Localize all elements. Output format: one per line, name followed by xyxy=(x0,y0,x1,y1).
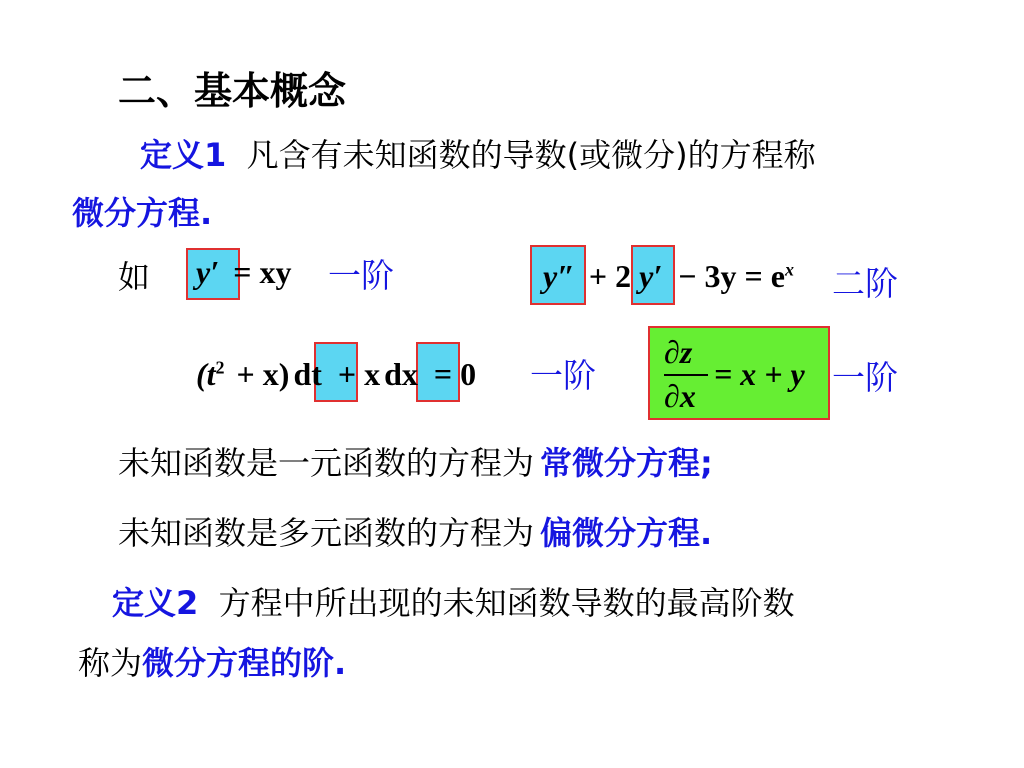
definition-2-text: 方程中所出现的未知函数导数的最高阶数 xyxy=(218,584,795,622)
equation-3-order: 一阶 xyxy=(530,356,596,395)
ode-term: 常微分方程 xyxy=(540,444,701,482)
pde-term: 偏微分方程 xyxy=(540,514,701,552)
equation-2-order: 二阶 xyxy=(832,264,898,303)
definition-1-term: 微分方程 xyxy=(72,194,201,232)
pde-line: 未知函数是多元函数的方程为 偏微分方程. xyxy=(118,514,713,552)
definition-2-line xyxy=(112,578,795,624)
definition-2-term: 微分方程的阶 xyxy=(142,644,335,682)
definition-1-label: 定义1 xyxy=(140,136,227,174)
equation-3: $(t^2 + x)$ dt + x dx = 0 xyxy=(196,356,477,392)
definition-2-label: 定义2 xyxy=(112,584,199,622)
fraction-bar xyxy=(664,374,708,376)
equation-1-order: 一阶 xyxy=(328,256,394,295)
example-intro: 如 xyxy=(118,258,151,296)
section-title: 二、基本概念 xyxy=(118,69,347,113)
definition-1-line xyxy=(140,130,816,176)
ode-line: 未知函数是一元函数的方程为 常微分方程; xyxy=(118,444,713,482)
definition-1-term-line: 微分方程. xyxy=(72,194,213,232)
definition-2-term-line: 称为微分方程的阶. xyxy=(78,644,347,682)
equation-2: y″ + 2 $y' - 3y = e^x$ xyxy=(543,258,794,294)
equation-1: y′ = xy xyxy=(196,254,292,290)
equation-4-order: 一阶 xyxy=(832,358,898,397)
definition-1-text: 凡含有未知函数的导数(或微分)的方程称 xyxy=(246,136,816,174)
